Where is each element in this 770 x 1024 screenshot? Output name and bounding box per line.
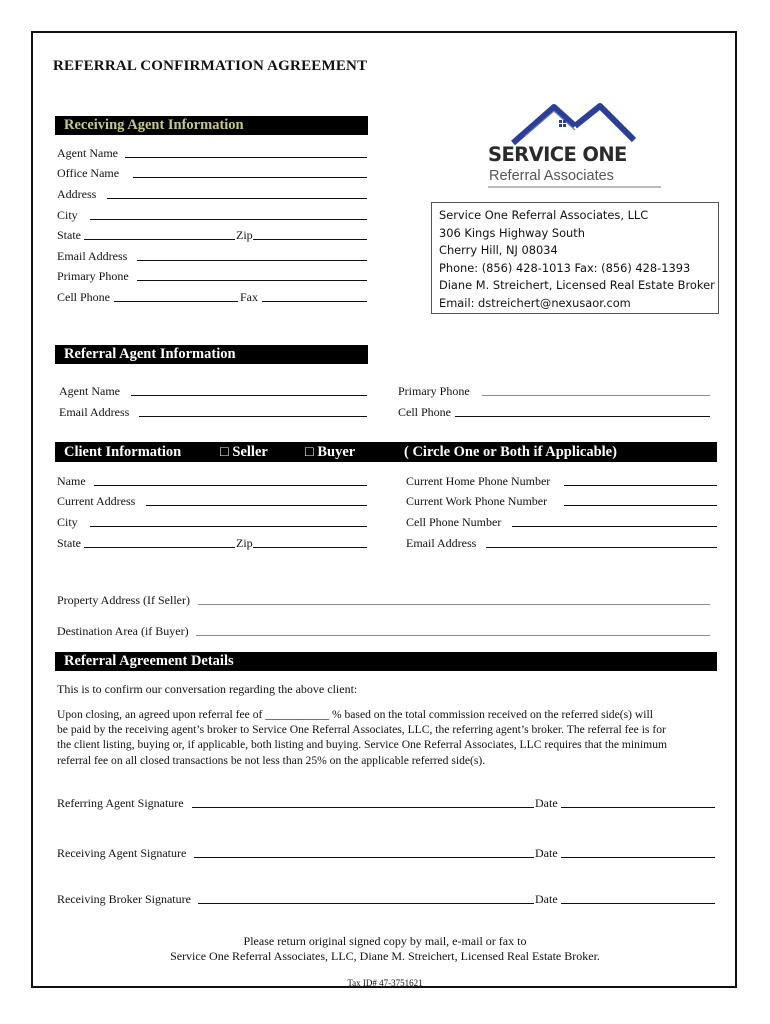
company-name: Service One Referral Associates, LLC xyxy=(439,208,649,222)
receiving-state-label: State xyxy=(57,228,81,242)
agreement-line-1: Upon closing, an agreed upon referral fee of ___________ % based on the total commission received on the referred side(s) will xyxy=(57,708,653,721)
referral-primary-phone-field[interactable] xyxy=(482,395,710,396)
client-zip-label: Zip xyxy=(236,536,253,550)
client-current-address-field[interactable] xyxy=(146,505,367,506)
company-email: Email: dstreichert@nexusaor.com xyxy=(439,295,631,310)
tax-id: Tax ID# 47-3751621 xyxy=(347,978,423,988)
client-work-phone-field[interactable] xyxy=(564,505,717,506)
confirm-text: This is to confirm our conversation regarding the above client: xyxy=(57,682,358,696)
client-state-field[interactable] xyxy=(84,547,235,548)
client-email-field[interactable] xyxy=(486,547,717,548)
receiving-zip-field[interactable] xyxy=(253,239,367,240)
client-city-label: City xyxy=(57,515,78,529)
logo-tagline: Referral Associates xyxy=(489,168,614,184)
property-address-label: Property Address (If Seller) xyxy=(57,593,190,607)
client-info-header xyxy=(55,442,717,462)
company-phone-fax: Phone: (856) 428-1013 Fax: (856) 428-1393 xyxy=(439,260,691,275)
referral-email-field[interactable] xyxy=(139,416,367,417)
service-one-logo xyxy=(486,98,666,190)
receiving-email-field[interactable] xyxy=(137,260,367,261)
receiving-address-field[interactable] xyxy=(107,198,367,199)
agreement-line-3: the client listing, buying or, if applicable, both listing and buying. Service One Referral Associates, LLC requires that the minimum xyxy=(57,738,668,752)
receiving-date-label: Date xyxy=(535,846,558,860)
broker-sig-field[interactable] xyxy=(198,903,534,904)
client-info-title: Client Information xyxy=(64,444,182,460)
receiving-agent-name-field[interactable] xyxy=(125,157,367,158)
receiving-fax-label: Fax xyxy=(240,290,258,304)
company-city-state-zip: Cherry Hill, NJ 08034 xyxy=(439,243,558,258)
client-home-phone-field[interactable] xyxy=(564,485,717,486)
receiving-city-label: City xyxy=(57,208,78,222)
referring-sig-field[interactable] xyxy=(192,807,534,808)
client-state-label: State xyxy=(57,536,81,550)
client-email-label: Email Address xyxy=(406,536,477,550)
referral-cell-phone-label: Cell Phone xyxy=(398,405,451,419)
receiving-sig-label: Receiving Agent Signature xyxy=(57,846,187,860)
broker-date-label: Date xyxy=(535,892,558,906)
company-street: 306 Kings Highway South xyxy=(439,225,585,240)
receiving-primary-phone-label: Primary Phone xyxy=(57,269,129,283)
referring-date-label: Date xyxy=(535,796,558,810)
referral-email-label: Email Address xyxy=(59,405,130,419)
client-name-label: Name xyxy=(57,474,86,488)
agreement-line-2: be paid by the receiving agent’s broker to Service One Referral Associates, LLC, the referring agent’s broker. The referral fee is for xyxy=(57,723,666,737)
receiving-agent-name-label: Agent Name xyxy=(57,146,118,160)
referral-agent-name-field[interactable] xyxy=(131,395,367,396)
referring-date-field[interactable] xyxy=(561,807,715,808)
receiving-fax-field[interactable] xyxy=(262,301,367,302)
agreement-paragraph xyxy=(57,707,723,768)
receiving-city-field[interactable] xyxy=(90,219,367,220)
broker-sig-label: Receiving Broker Signature xyxy=(57,892,191,906)
return-address: Service One Referral Associates, LLC, Diane M. Streichert, Licensed Real Estate Broker. xyxy=(170,949,600,963)
receiving-sig-field[interactable] xyxy=(194,857,534,858)
client-zip-field[interactable] xyxy=(253,547,367,548)
receiving-address-label: Address xyxy=(57,187,97,201)
circle-one-note: ( Circle One or Both if Applicable) xyxy=(404,444,617,460)
client-current-address-label: Current Address xyxy=(57,494,136,508)
house-roofline-icon xyxy=(486,98,666,190)
receiving-date-field[interactable] xyxy=(561,857,715,858)
agreement-line-4: referral fee on all closed transactions be not less than 25% on the applicable referred side(s). xyxy=(57,753,486,767)
client-work-phone-label: Current Work Phone Number xyxy=(406,494,548,508)
seller-checkbox[interactable]: □ Seller xyxy=(220,444,268,460)
buyer-checkbox[interactable]: □ Buyer xyxy=(305,444,356,460)
receiving-agent-header: Receiving Agent Information xyxy=(55,116,368,135)
referring-sig-label: Referring Agent Signature xyxy=(57,796,184,810)
client-cell-phone-label: Cell Phone Number xyxy=(406,515,502,529)
client-home-phone-label: Current Home Phone Number xyxy=(406,474,551,488)
client-name-field[interactable] xyxy=(94,485,367,486)
logo-name: SERVICE ONE xyxy=(488,143,627,166)
destination-area-field[interactable] xyxy=(196,635,710,636)
receiving-cell-phone-label: Cell Phone xyxy=(57,290,110,304)
agreement-details-header: Referral Agreement Details xyxy=(55,652,717,671)
receiving-state-field[interactable] xyxy=(84,239,235,240)
referral-agent-header: Referral Agent Information xyxy=(55,345,368,364)
receiving-primary-phone-field[interactable] xyxy=(137,280,367,281)
company-broker: Diane M. Streichert, Licensed Real Estate Broker xyxy=(439,278,715,293)
client-cell-phone-field[interactable] xyxy=(512,526,717,527)
property-address-field[interactable] xyxy=(198,604,710,605)
broker-date-field[interactable] xyxy=(561,903,715,904)
receiving-cell-phone-field[interactable] xyxy=(114,301,238,302)
referral-agent-name-label: Agent Name xyxy=(59,384,120,398)
referral-cell-phone-field[interactable] xyxy=(455,416,710,417)
receiving-office-name-field[interactable] xyxy=(133,177,367,178)
client-city-field[interactable] xyxy=(90,526,367,527)
receiving-zip-label: Zip xyxy=(236,228,253,242)
receiving-office-name-label: Office Name xyxy=(57,166,120,180)
return-instructions: Please return original signed copy by mail, e-mail or fax to xyxy=(243,934,527,948)
receiving-email-label: Email Address xyxy=(57,249,128,263)
company-info-box xyxy=(431,202,719,314)
referral-primary-phone-label: Primary Phone xyxy=(398,384,470,398)
document-title: REFERRAL CONFIRMATION AGREEMENT xyxy=(53,58,368,74)
destination-area-label: Destination Area (if Buyer) xyxy=(57,624,189,638)
